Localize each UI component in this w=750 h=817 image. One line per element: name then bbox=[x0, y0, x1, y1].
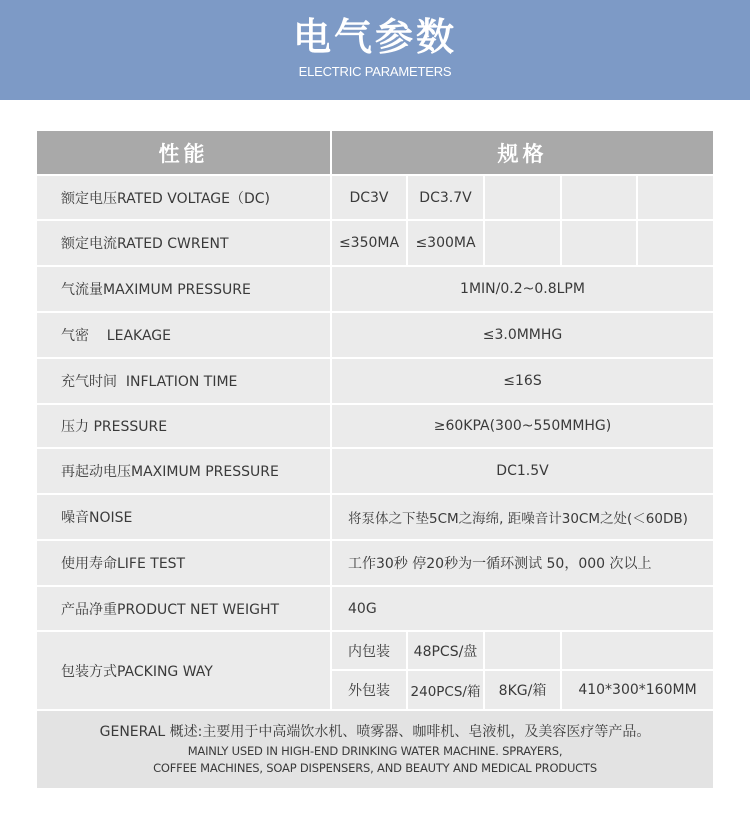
value-restart-voltage: DC1.5V bbox=[496, 463, 549, 479]
label-inflation-time: 充气时间 INFLATION TIME bbox=[61, 374, 238, 390]
label-packing-way: 包装方式PACKING WAY bbox=[61, 663, 213, 680]
voltage-value-2: DC3.7V bbox=[419, 189, 472, 206]
divider bbox=[332, 669, 713, 671]
current-value-3 bbox=[485, 221, 560, 265]
packing-outer-qty: 240PCS/箱 bbox=[410, 684, 481, 700]
value-noise: 将泵体之下垫5CM之海绵, 距噪音计30CM之处(＜60DB) bbox=[348, 511, 688, 527]
packing-inner-qty: 48PCS/盘 bbox=[413, 643, 478, 660]
packing-inner-size bbox=[562, 632, 713, 669]
current-value-4 bbox=[562, 221, 636, 265]
current-value-2: ≤300MA bbox=[415, 235, 476, 251]
voltage-value-5 bbox=[638, 176, 713, 219]
divider bbox=[37, 311, 713, 313]
label-pressure: 压力 PRESSURE bbox=[61, 419, 168, 435]
value-inflation-time: ≤16S bbox=[503, 373, 542, 389]
general-description-en-2: COFFEE MACHINES, SOAP DISPENSERS, AND BEAUTY AND MEDICAL PRODUCTS bbox=[153, 761, 597, 775]
voltage-value-4 bbox=[562, 176, 636, 219]
divider bbox=[37, 539, 713, 541]
packing-inner-weight bbox=[485, 632, 560, 669]
divider bbox=[37, 219, 713, 221]
divider bbox=[37, 447, 713, 449]
divider bbox=[406, 176, 408, 265]
packing-inner-type: 内包装 bbox=[348, 643, 390, 660]
divider bbox=[406, 632, 408, 709]
divider bbox=[37, 493, 713, 495]
divider bbox=[560, 632, 562, 709]
value-max-pressure: 1MIN/0.2~0.8LPM bbox=[460, 281, 585, 297]
page-title: 电气参数 bbox=[292, 15, 457, 59]
general-description bbox=[37, 711, 713, 788]
divider bbox=[483, 176, 485, 265]
value-net-weight: 40G bbox=[348, 600, 377, 617]
divider bbox=[560, 176, 562, 265]
packing-outer-weight: 8KG/箱 bbox=[498, 683, 547, 699]
packing-outer-type: 外包装 bbox=[348, 683, 390, 699]
general-description-en-1: MAINLY USED IN HIGH-END DRINKING WATER MACHINE. SPRAYERS, bbox=[187, 744, 563, 758]
label-noise: 噪音NOISE bbox=[61, 510, 133, 526]
label-max-pressure: 气流量MAXIMUM PRESSURE bbox=[61, 282, 251, 298]
label-leakage: 气密 LEAKAGE bbox=[61, 328, 171, 344]
divider bbox=[37, 585, 713, 587]
divider bbox=[37, 174, 713, 176]
divider bbox=[37, 403, 713, 405]
spec-table bbox=[37, 131, 713, 788]
divider bbox=[37, 265, 713, 267]
page-subtitle: ELECTRIC PARAMETERS bbox=[298, 64, 452, 79]
divider bbox=[483, 632, 485, 709]
divider bbox=[330, 131, 332, 709]
voltage-value-3 bbox=[485, 176, 560, 219]
value-pressure: ≥60KPA(300~550MMHG) bbox=[433, 418, 612, 434]
current-value-5 bbox=[638, 221, 713, 265]
value-leakage: ≤3.0MMHG bbox=[482, 327, 563, 343]
header-specification: 规格 bbox=[332, 131, 713, 174]
divider bbox=[37, 357, 713, 359]
packing-outer-size: 410*300*160MM bbox=[578, 682, 697, 698]
voltage-value-1: DC3V bbox=[349, 189, 389, 206]
label-life-test: 使用寿命LIFE TEST bbox=[61, 556, 186, 572]
divider bbox=[636, 176, 638, 265]
divider bbox=[37, 630, 713, 632]
label-rated-current: 额定电流RATED CWRENT bbox=[61, 236, 229, 252]
header-performance: 性能 bbox=[37, 131, 330, 174]
label-restart-voltage: 再起动电压MAXIMUM PRESSURE bbox=[61, 464, 279, 480]
value-life-test: 工作30秒 停20秒为一循环测试 50，000 次以上 bbox=[348, 556, 652, 572]
header-banner bbox=[0, 0, 750, 100]
current-value-1: ≤350MA bbox=[338, 235, 400, 251]
general-description-cn: GENERAL 概述:主要用于中高端饮水机、喷雾器、咖啡机、皂液机，及美容医疗等产品。 bbox=[99, 724, 651, 740]
label-rated-voltage: 额定电压RATED VOLTAGE（DC) bbox=[61, 190, 271, 207]
label-net-weight: 产品净重PRODUCT NET WEIGHT bbox=[61, 601, 280, 618]
